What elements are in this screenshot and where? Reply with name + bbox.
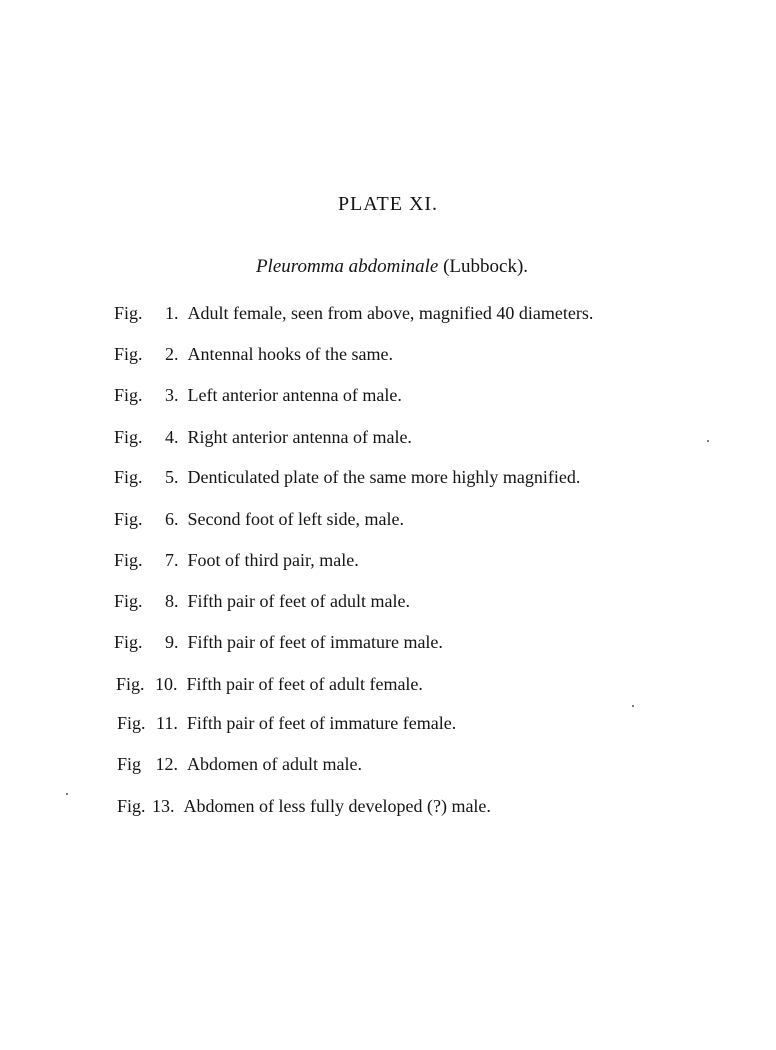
figure-number: 9. [165,632,179,652]
figure-caption [114,508,404,530]
figure-number: 6. [165,509,179,529]
figure-text: Fifth pair of feet of adult female. [186,674,423,694]
figure-caption [114,302,593,324]
figure-number: 10. [155,674,178,694]
figure-text: Second foot of left side, male. [187,509,404,529]
figure-text: Fifth pair of feet of immature male. [187,632,443,652]
paper-speck [707,440,709,442]
figure-label: Fig. [114,509,143,529]
plate-title: PLATE XI. [337,193,439,215]
figure-text: Antennal hooks of the same. [187,344,393,364]
figure-number: 2. [165,344,179,364]
figure-caption [114,384,402,406]
figure-label: Fig. [116,674,145,694]
figure-number: 5. [165,467,179,487]
paper-speck [632,705,634,707]
figure-number: 12. [155,754,179,774]
figure-caption [114,549,359,571]
figure-text: Left anterior antenna of male. [187,385,402,405]
figure-text: Foot of third pair, male. [187,550,359,570]
figure-number: 11. [156,713,178,733]
figure-label: Fig. [114,632,143,652]
figure-number: 1. [165,303,179,323]
paper-speck [66,793,68,795]
species-author: (Lubbock). [443,256,529,277]
figure-label: Fig. [114,385,143,405]
figure-caption [114,466,580,488]
figure-caption [117,712,456,734]
figure-number: 3. [165,385,179,405]
figure-caption [116,673,423,695]
figure-label: Fig. [114,344,143,364]
figure-caption [114,631,443,653]
figure-number: 8. [165,591,179,611]
figure-text: Adult female, seen from above, magnified 40 diameters. [187,303,594,323]
figure-caption [117,753,362,775]
figure-caption [117,795,491,817]
figure-text: Abdomen of adult male. [187,754,362,774]
figure-label: Fig. [114,303,143,323]
figure-label: Fig. [114,467,143,487]
figure-text: Abdomen of less fully developed (?) male. [183,796,491,816]
figure-label: Fig. [114,427,143,447]
figure-number: 4. [165,427,179,447]
figure-text: Fifth pair of feet of adult male. [187,591,410,611]
species-latin-name: Pleuromma abdominale [255,256,439,277]
figure-label: Fig. [114,591,143,611]
figure-caption [114,343,393,365]
figure-label: Fig. [114,550,143,570]
figure-text: Right anterior antenna of male. [187,427,412,447]
figure-number: 7. [165,550,179,570]
figure-label: Fig. [117,796,146,816]
figure-number: 13. [152,796,175,816]
figure-label: Fig [117,754,142,774]
figure-text: Denticulated plate of the same more highly magnified. [187,467,581,487]
figure-text: Fifth pair of feet of immature female. [186,713,457,733]
figure-caption [114,426,412,448]
figure-caption [114,590,410,612]
figure-label: Fig. [117,713,146,733]
